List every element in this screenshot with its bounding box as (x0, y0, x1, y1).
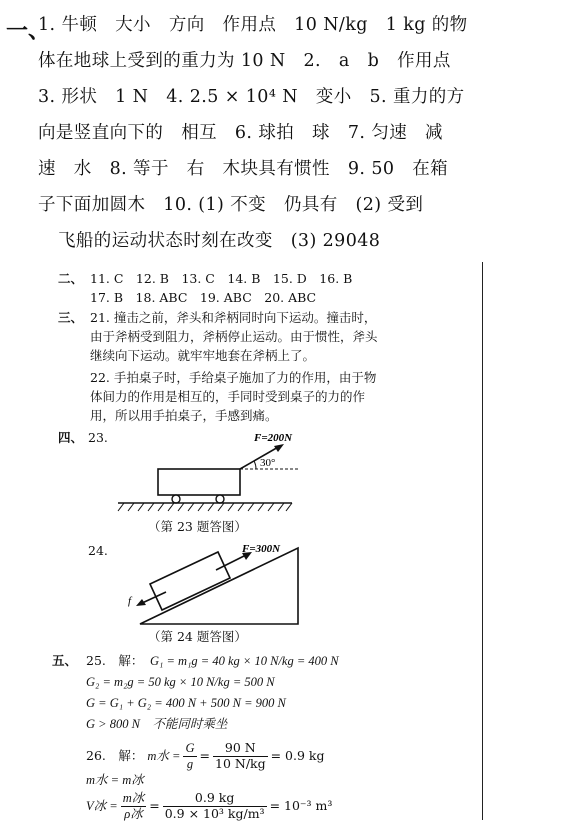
section-3-marker: 三、 (58, 310, 84, 325)
q26-fraction-1 (183, 742, 196, 770)
q26-line-1: 26. 解： m水 = $\frac{G}{g}$ = $\frac{90 N}{10 N/kg}$ = 0.9 kg (86, 740, 325, 771)
section-5-marker: 五、 (52, 653, 78, 668)
section-4-marker: 四、 (58, 430, 84, 445)
q25-prefix: 25. 解： (86, 653, 144, 668)
section-1-line-3: 3. 形状 1 N 4. 2.5 × 10⁴ N 变小 5. 重力的方 (38, 87, 465, 107)
q26-prefix: 26. 解： (86, 747, 144, 763)
q21-line-1: 21. 撞击之前，斧头和斧柄同时向下运动。撞击时， (90, 310, 377, 325)
q24-number: 24. (88, 543, 108, 558)
q22-line-3: 用，所以用手拍桌子，手感到痛。 (90, 408, 278, 423)
q23-figure (110, 428, 330, 528)
section-2-line-1: 11. C 12. B 13. C 14. B 15. D 16. B (90, 271, 353, 286)
cart-wheel-right (216, 495, 224, 503)
section-1-line-2: 体在地球上受到的重力为 10 N 2. a b 作用点 (38, 51, 451, 71)
q26-result: = 0.9 kg (270, 747, 325, 763)
section-1-line-1: 1. 牛顿 大小 方向 作用点 10 N/kg 1 kg 的物 (38, 15, 468, 35)
q24-figure (120, 540, 320, 630)
q26-line-2: m水 = m冰 (86, 773, 144, 787)
q26-fraction-1-num: G (185, 741, 195, 755)
q21-line-2: 由于斧柄受到阻力，斧柄停止运动。由于惯性，斧头 (90, 329, 378, 344)
section-1-line-7: 飞船的运动状态时刻在改变 (3) 29048 (58, 231, 381, 251)
q26-result-2: = 10⁻³ m³ (269, 797, 333, 813)
applied-force-label: F=300N (242, 543, 281, 555)
friction-label: f (128, 595, 132, 607)
section-2-line-2: 17. B 18. ABC 19. ABC 20. ABC (90, 290, 317, 305)
q26-fraction-4 (163, 792, 267, 820)
q26-fraction-3-num: m冰 (122, 791, 145, 805)
q22-line-1: 22. 手拍桌子时，手给桌子施加了力的作用，由于物 (90, 370, 377, 385)
q25-line-1: G₁ = m₁g = 40 kg × 10 N/kg = 400 N (150, 654, 339, 668)
q26-fraction-1-den: g (186, 756, 194, 771)
q26-fraction-3-den: ρ冰 (124, 806, 143, 821)
force-label: F=200N (254, 432, 293, 444)
section-2-marker: 二、 (58, 271, 84, 286)
q24-caption: （第 24 题答图） (148, 629, 247, 644)
q25-line-4: G > 800 N 不能同时乘坐 (86, 717, 228, 731)
q26-fraction-4-den: 0.9 × 10³ kg/m³ (164, 805, 265, 821)
q26-mass-lhs: m水 = (147, 748, 181, 763)
right-margin-rule (482, 262, 483, 820)
q22-line-2: 体间力的作用是相互的，手同时受到桌子的力的作 (90, 389, 366, 404)
q26-fraction-3 (121, 792, 147, 820)
q26-line-3: V冰 = $\frac{\text{m冰}}{\text{ρ冰}}$ = $\frac{0.9 kg}{\text{0.9 × 10³ kg/m³}}$ = 10⁻³ m³ (86, 790, 333, 821)
q23-caption: （第 23 题答图） (148, 519, 247, 534)
q26-fraction-2-num: 90 N (213, 742, 268, 757)
q26-volume-lhs: V冰 = (86, 798, 118, 813)
q21-line-3: 继续向下运动。就牢牢地套在斧柄上了。 (90, 348, 316, 363)
section-1-marker: 一、 (6, 18, 51, 44)
force-arrow-head (274, 444, 284, 452)
q23-number: 23. (88, 430, 108, 445)
q25-line-2: G₂ = m₂g = 50 kg × 10 N/kg = 500 N (86, 675, 275, 689)
section-1-line-4: 向是竖直向下的 相互 6. 球拍 球 7. 匀速 减 (38, 123, 443, 143)
section-1-line-5: 速 水 8. 等于 右 木块具有惯性 9. 50 在箱 (38, 159, 449, 179)
q25-line-3: G = G₁ + G₂ = 400 N + 500 N = 900 N (86, 696, 286, 710)
cart-wheel-left (172, 495, 180, 503)
q26-fraction-2-den: 10 N/kg (215, 755, 266, 771)
angle-arc (254, 461, 256, 469)
section-1-line-6: 子下面加圆木 10. (1) 不变 仍具有 (2) 受到 (38, 195, 424, 215)
angle-label: 30° (260, 457, 276, 469)
cart-body (158, 469, 240, 495)
ground-hatching (118, 503, 292, 511)
q26-fraction-4-num: 0.9 kg (163, 792, 267, 807)
q26-fraction-2 (213, 742, 268, 770)
